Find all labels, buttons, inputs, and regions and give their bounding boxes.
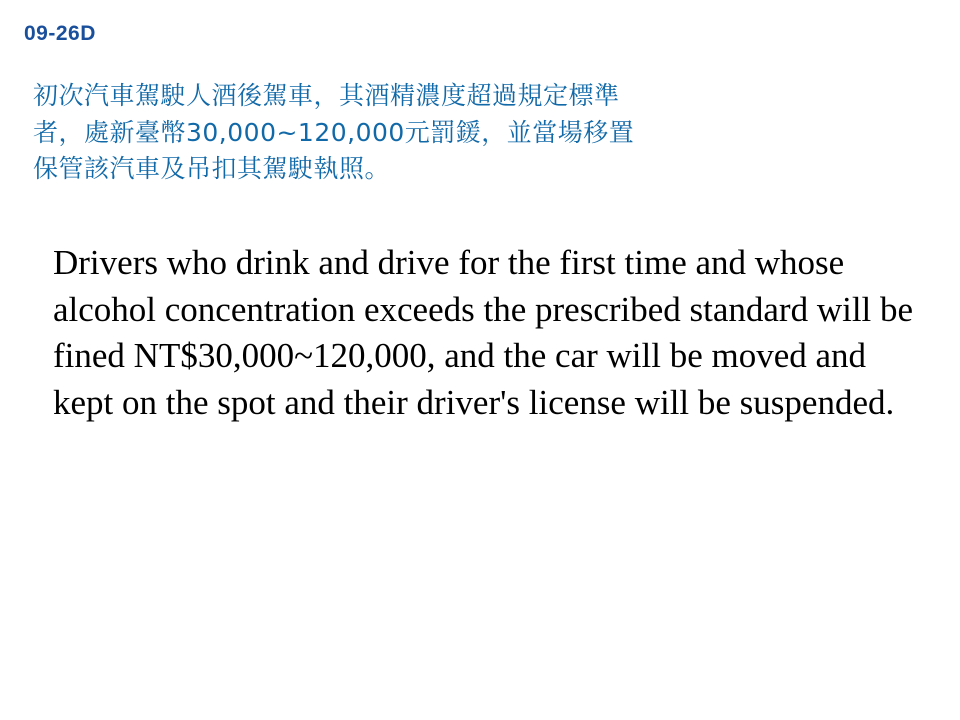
chinese-regulation-text: 初次汽車駕駛人酒後駕車，其酒精濃度超過規定標準者，處新臺幣30,000~120,000元罰鍰，並當場移置保管該汽車及吊扣其駕駛執照。 bbox=[33, 81, 635, 183]
english-translation-text: Drivers who drink and drive for the first time and whose alcohol concentration exceeds the prescribed standard will be fined NT$30,000~120,000, and the car will be moved and kept on the spot and their driver's license will be suspended. bbox=[53, 243, 914, 422]
slide-code-label: 09-26D bbox=[24, 22, 96, 45]
